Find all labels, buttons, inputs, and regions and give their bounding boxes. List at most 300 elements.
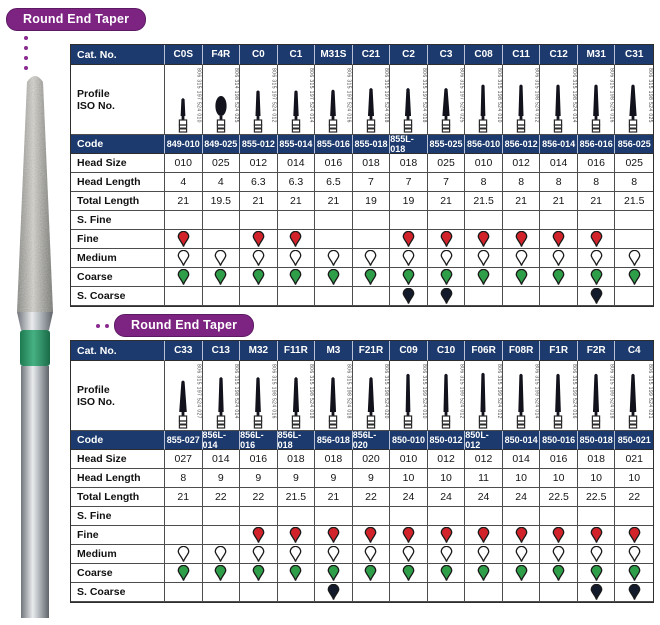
cat-no-cell: F2R (578, 341, 616, 361)
head-length-cell: 8 (165, 469, 203, 488)
medium-cell (465, 545, 503, 564)
coarse-cell (615, 268, 653, 287)
s-fine-cell (465, 507, 503, 526)
grit-drop-icon (177, 269, 190, 286)
coarse-cell (428, 268, 466, 287)
head-length-cell: 9 (240, 469, 278, 488)
bur-profile-cell (540, 65, 578, 135)
row-label-s-fine: S. Fine (71, 507, 165, 526)
row-label-head-length: Head Length (71, 173, 165, 192)
code-cell: 850-014 (503, 431, 541, 450)
s-fine-cell (240, 211, 278, 230)
grit-drop-icon (440, 288, 453, 305)
s-fine-cell (428, 211, 466, 230)
iso-number-vertical: 806 315 198 524 014 (233, 364, 240, 419)
grit-drop-icon (552, 269, 565, 286)
grit-drop-icon (590, 288, 603, 305)
connector-dot (24, 66, 28, 70)
fine-cell (353, 230, 391, 249)
bur-product-photo (4, 72, 66, 620)
fine-cell (278, 230, 316, 249)
grit-drop-icon (590, 565, 603, 582)
medium-cell (315, 545, 353, 564)
coarse-cell (315, 268, 353, 287)
coarse-cell (465, 564, 503, 583)
cat-no-cell: M31 (578, 45, 616, 65)
fine-cell (240, 526, 278, 545)
head-size-cell: 021 (615, 450, 653, 469)
medium-cell (465, 249, 503, 268)
bur-profile-cell (240, 361, 278, 431)
bur-profile-icon (544, 372, 572, 430)
iso-number-vertical: 806 315 197 524 012 (270, 68, 277, 123)
grit-drop-icon (402, 269, 415, 286)
s-fine-cell (240, 507, 278, 526)
head-length-cell: 10 (578, 469, 616, 488)
coarse-cell (503, 268, 541, 287)
grit-drop-icon (477, 565, 490, 582)
s-coarse-cell (165, 287, 203, 306)
cat-no-cell: C4 (615, 341, 653, 361)
fine-cell (428, 230, 466, 249)
section-badge-round-end-taper: Round End Taper (114, 314, 254, 337)
row-label-head-size: Head Size (71, 450, 165, 469)
head-size-cell: 025 (203, 154, 241, 173)
coarse-cell (315, 564, 353, 583)
bur-profile-cell (578, 65, 616, 135)
medium-cell (578, 249, 616, 268)
code-cell: 856L-018 (278, 431, 316, 450)
iso-number-vertical: 806 315 198 524 018 (345, 364, 352, 419)
cat-no-cell: F4R (203, 45, 241, 65)
coarse-cell (278, 564, 316, 583)
grit-drop-icon (364, 250, 377, 267)
grit-drop-icon (590, 269, 603, 286)
s-coarse-cell (278, 287, 316, 306)
iso-number-vertical: 806 315 199 524 010 (420, 364, 427, 419)
grit-drop-icon (177, 546, 190, 563)
bur-profile-icon (319, 76, 347, 134)
fine-cell (615, 230, 653, 249)
fine-cell (165, 230, 203, 249)
connector-dot (24, 36, 28, 40)
medium-cell (390, 545, 428, 564)
head-size-cell: 012 (428, 450, 466, 469)
bur-profile-cell (578, 361, 616, 431)
coarse-cell (503, 564, 541, 583)
coarse-cell (353, 268, 391, 287)
grit-drop-icon (552, 527, 565, 544)
fine-cell (353, 526, 391, 545)
bur-profile-cell (203, 361, 241, 431)
row-label-fine: Fine (71, 230, 165, 249)
head-length-cell: 6.3 (278, 173, 316, 192)
s-coarse-cell (353, 583, 391, 602)
s-coarse-cell (203, 287, 241, 306)
total-length-cell: 22.5 (540, 488, 578, 507)
code-cell: 850-012 (428, 431, 466, 450)
grit-drop-icon (364, 546, 377, 563)
bur-profile-icon (282, 372, 310, 430)
title-badge-round-end-taper: Round End Taper (6, 8, 146, 31)
grit-drop-icon (402, 565, 415, 582)
head-size-cell: 018 (315, 450, 353, 469)
bur-profile-icon (394, 372, 422, 430)
head-size-cell: 012 (503, 154, 541, 173)
s-coarse-cell (390, 583, 428, 602)
s-coarse-cell (240, 583, 278, 602)
cat-no-cell: C1 (278, 45, 316, 65)
grit-drop-icon (402, 527, 415, 544)
head-size-cell: 018 (390, 154, 428, 173)
cat-no-cell: C31 (615, 45, 653, 65)
grit-drop-icon (252, 231, 265, 248)
row-label-s-coarse: S. Coarse (71, 287, 165, 306)
bur-profile-icon (469, 372, 497, 430)
connector-dot (105, 324, 109, 328)
bur-profile-icon (582, 372, 610, 430)
cat-no-cell: C10 (428, 341, 466, 361)
bur-profile-cell (390, 65, 428, 135)
total-length-cell: 22.5 (578, 488, 616, 507)
grit-drop-icon (477, 250, 490, 267)
fine-cell (315, 526, 353, 545)
s-fine-cell (315, 507, 353, 526)
iso-number-vertical: 806 315 198 524 025 (646, 68, 653, 123)
coarse-cell (390, 268, 428, 287)
cat-no-cell: C13 (203, 341, 241, 361)
iso-number-vertical: 806 315 198 524 014 (570, 68, 577, 123)
fine-cell (203, 230, 241, 249)
bur-profile-icon (244, 372, 272, 430)
s-coarse-cell (390, 287, 428, 306)
spec-table-1 (70, 44, 654, 307)
cat-no-cell: C33 (165, 341, 203, 361)
iso-number-vertical: 806 315 197 524 010 (195, 68, 202, 123)
head-length-cell: 11 (465, 469, 503, 488)
head-length-cell: 9 (353, 469, 391, 488)
grit-drop-icon (440, 250, 453, 267)
row-label-medium: Medium (71, 545, 165, 564)
fine-cell (465, 230, 503, 249)
bur-profile-cell (465, 361, 503, 431)
code-cell: 855-012 (240, 135, 278, 154)
medium-cell (165, 249, 203, 268)
grit-drop-icon (515, 250, 528, 267)
head-length-cell: 10 (428, 469, 466, 488)
fine-cell (615, 526, 653, 545)
head-length-cell: 10 (615, 469, 653, 488)
grit-drop-icon (327, 269, 340, 286)
coarse-cell (353, 564, 391, 583)
total-length-cell: 22 (203, 488, 241, 507)
head-length-cell: 7 (428, 173, 466, 192)
row-label-coarse: Coarse (71, 268, 165, 287)
s-coarse-cell (315, 583, 353, 602)
iso-number-vertical: 806 315 199 524 021 (646, 364, 653, 419)
s-coarse-cell (578, 583, 616, 602)
s-fine-cell (390, 507, 428, 526)
iso-number-vertical: 806 315 197 524 027 (195, 364, 202, 419)
row-label-head-size: Head Size (71, 154, 165, 173)
head-size-cell: 016 (540, 450, 578, 469)
cat-no-cell: M3 (315, 341, 353, 361)
bur-profile-cell (428, 65, 466, 135)
total-length-cell: 21 (165, 488, 203, 507)
grit-drop-icon (515, 546, 528, 563)
row-label-code: Code (71, 135, 165, 154)
coarse-cell (165, 268, 203, 287)
grit-drop-icon (364, 269, 377, 286)
iso-number-vertical: 806 315 197 524 014 (308, 68, 315, 123)
total-length-cell: 21 (578, 192, 616, 211)
s-coarse-cell (240, 287, 278, 306)
code-cell: 855-014 (278, 135, 316, 154)
medium-cell (615, 545, 653, 564)
total-length-cell: 24 (465, 488, 503, 507)
s-coarse-cell (540, 287, 578, 306)
total-length-cell: 24 (390, 488, 428, 507)
head-length-cell: 7 (390, 173, 428, 192)
medium-cell (353, 249, 391, 268)
row-label-head-length: Head Length (71, 469, 165, 488)
medium-cell (315, 249, 353, 268)
total-length-cell: 19 (353, 192, 391, 211)
total-length-cell: 22 (615, 488, 653, 507)
medium-cell (615, 249, 653, 268)
cat-no-cell: C3 (428, 45, 466, 65)
iso-number-vertical: 806 315 198 524 018 (308, 364, 315, 419)
grit-drop-icon (477, 546, 490, 563)
s-fine-cell (165, 507, 203, 526)
code-cell: 850-016 (540, 431, 578, 450)
iso-number-vertical: 806 315 198 524 016 (608, 68, 615, 123)
bur-profile-cell (465, 65, 503, 135)
head-size-cell: 010 (165, 154, 203, 173)
row-label-fine: Fine (71, 526, 165, 545)
s-fine-cell (278, 507, 316, 526)
s-fine-cell (390, 211, 428, 230)
code-cell: 855-016 (315, 135, 353, 154)
bur-profile-icon (619, 372, 647, 430)
grit-drop-icon (327, 565, 340, 582)
coarse-cell (615, 564, 653, 583)
code-cell: 856L-016 (240, 431, 278, 450)
head-size-cell: 014 (203, 450, 241, 469)
coarse-cell (240, 564, 278, 583)
head-length-cell: 10 (390, 469, 428, 488)
head-size-cell: 020 (353, 450, 391, 469)
s-fine-cell (203, 507, 241, 526)
medium-cell (390, 249, 428, 268)
row-label-total-length: Total Length (71, 488, 165, 507)
s-fine-cell (353, 507, 391, 526)
s-fine-cell (165, 211, 203, 230)
grit-drop-icon (214, 565, 227, 582)
fine-cell (578, 230, 616, 249)
total-length-cell: 21 (165, 192, 203, 211)
iso-number-vertical: 806 315 199 524 016 (570, 364, 577, 419)
head-size-cell: 014 (278, 154, 316, 173)
code-cell: 855-027 (165, 431, 203, 450)
row-label-profile-iso (71, 361, 165, 431)
head-length-cell: 9 (278, 469, 316, 488)
grit-drop-icon (628, 546, 641, 563)
total-length-cell: 21 (278, 192, 316, 211)
head-size-cell: 018 (578, 450, 616, 469)
s-coarse-cell (428, 583, 466, 602)
grit-drop-icon (252, 527, 265, 544)
grit-drop-icon (628, 584, 641, 601)
coarse-cell (540, 268, 578, 287)
grit-drop-icon (364, 527, 377, 544)
fine-cell (503, 526, 541, 545)
bur-profile-cell (428, 361, 466, 431)
s-coarse-cell (428, 287, 466, 306)
grit-drop-icon (327, 584, 340, 601)
grit-drop-icon (590, 231, 603, 248)
s-fine-cell (465, 211, 503, 230)
grit-drop-icon (552, 231, 565, 248)
grit-drop-icon (327, 250, 340, 267)
grit-drop-icon (214, 269, 227, 286)
code-cell: 856L-020 (353, 431, 391, 450)
fine-cell (240, 230, 278, 249)
cat-no-cell: M31S (315, 45, 353, 65)
grit-drop-icon (289, 269, 302, 286)
head-length-cell: 8 (578, 173, 616, 192)
bur-profile-cell (615, 65, 653, 135)
cat-no-cell: F11R (278, 341, 316, 361)
grit-drop-icon (552, 250, 565, 267)
cat-no-cell: C11 (503, 45, 541, 65)
head-size-cell: 018 (353, 154, 391, 173)
grit-drop-icon (327, 546, 340, 563)
s-fine-cell (615, 211, 653, 230)
grit-drop-icon (402, 250, 415, 267)
fine-cell (428, 526, 466, 545)
grit-drop-icon (590, 584, 603, 601)
head-length-cell: 9 (315, 469, 353, 488)
s-fine-cell (540, 211, 578, 230)
total-length-cell: 22 (353, 488, 391, 507)
bur-profile-icon (469, 76, 497, 134)
medium-cell (203, 545, 241, 564)
head-size-cell: 010 (465, 154, 503, 173)
bur-profile-cell (353, 361, 391, 431)
cat-no-cell: F06R (465, 341, 503, 361)
medium-cell (540, 249, 578, 268)
iso-number-vertical: 806 315 198 524 012 (533, 68, 540, 123)
grit-drop-icon (177, 565, 190, 582)
medium-cell (428, 249, 466, 268)
bur-profile-icon (357, 372, 385, 430)
s-coarse-cell (578, 287, 616, 306)
medium-cell (240, 249, 278, 268)
code-cell: 855-025 (428, 135, 466, 154)
s-fine-cell (503, 507, 541, 526)
s-coarse-cell (203, 583, 241, 602)
medium-cell (503, 545, 541, 564)
coarse-cell (465, 268, 503, 287)
code-cell: 849-025 (203, 135, 241, 154)
head-length-cell: 8 (540, 173, 578, 192)
cat-no-cell: F1R (540, 341, 578, 361)
coarse-cell (278, 268, 316, 287)
code-cell: 856-010 (465, 135, 503, 154)
grit-drop-icon (289, 565, 302, 582)
iso-number-vertical: 806 315 199 524 018 (608, 364, 615, 419)
coarse-cell (540, 564, 578, 583)
head-size-cell: 012 (240, 154, 278, 173)
bur-profile-cell (315, 65, 353, 135)
connector-dot (24, 56, 28, 60)
row-label-code: Code (71, 431, 165, 450)
coarse-cell (203, 268, 241, 287)
head-length-cell: 4 (203, 173, 241, 192)
iso-number-vertical: 806 315 197 524 016 (345, 68, 352, 123)
coarse-cell (578, 268, 616, 287)
code-cell: 850L-012 (465, 431, 503, 450)
grit-drop-icon (402, 288, 415, 305)
grit-drop-icon (177, 231, 190, 248)
iso-number-vertical: 806 315 197 524 018 (420, 68, 427, 123)
bur-profile-cell (278, 361, 316, 431)
bur-profile-cell (278, 65, 316, 135)
head-size-cell: 025 (428, 154, 466, 173)
code-cell: 850-021 (615, 431, 653, 450)
cat-no-cell: C0 (240, 45, 278, 65)
grit-drop-icon (252, 269, 265, 286)
cat-no-cell: C09 (390, 341, 428, 361)
grit-drop-icon (289, 527, 302, 544)
grit-drop-icon (477, 269, 490, 286)
grit-drop-icon (515, 269, 528, 286)
total-length-cell: 21.5 (465, 192, 503, 211)
head-size-cell: 016 (578, 154, 616, 173)
grit-drop-icon (177, 250, 190, 267)
cat-no-cell: C12 (540, 45, 578, 65)
grit-drop-icon (515, 231, 528, 248)
grit-drop-icon (364, 565, 377, 582)
bur-profile-cell (165, 361, 203, 431)
coarse-cell (165, 564, 203, 583)
coarse-cell (578, 564, 616, 583)
s-fine-cell (203, 211, 241, 230)
row-label-coarse: Coarse (71, 564, 165, 583)
s-fine-cell (353, 211, 391, 230)
code-cell: 850-018 (578, 431, 616, 450)
total-length-cell: 21.5 (615, 192, 653, 211)
bur-profile-icon (207, 76, 235, 134)
bur-profile-icon (319, 372, 347, 430)
code-cell: 856-012 (503, 135, 541, 154)
head-size-cell: 016 (315, 154, 353, 173)
s-coarse-cell (315, 287, 353, 306)
iso-number-vertical: 806 315 197 524 018 (383, 68, 390, 123)
bur-profile-cell (315, 361, 353, 431)
grit-drop-icon (552, 546, 565, 563)
grit-drop-icon (477, 231, 490, 248)
cat-no-cell: C0S (165, 45, 203, 65)
bur-photo-svg (4, 72, 66, 620)
fine-cell (278, 526, 316, 545)
code-cell: 856-018 (315, 431, 353, 450)
iso-number-vertical: 806 315 199 524 014 (533, 364, 540, 419)
total-length-cell: 24 (503, 488, 541, 507)
head-length-cell: 9 (203, 469, 241, 488)
bur-profile-icon (169, 76, 197, 134)
